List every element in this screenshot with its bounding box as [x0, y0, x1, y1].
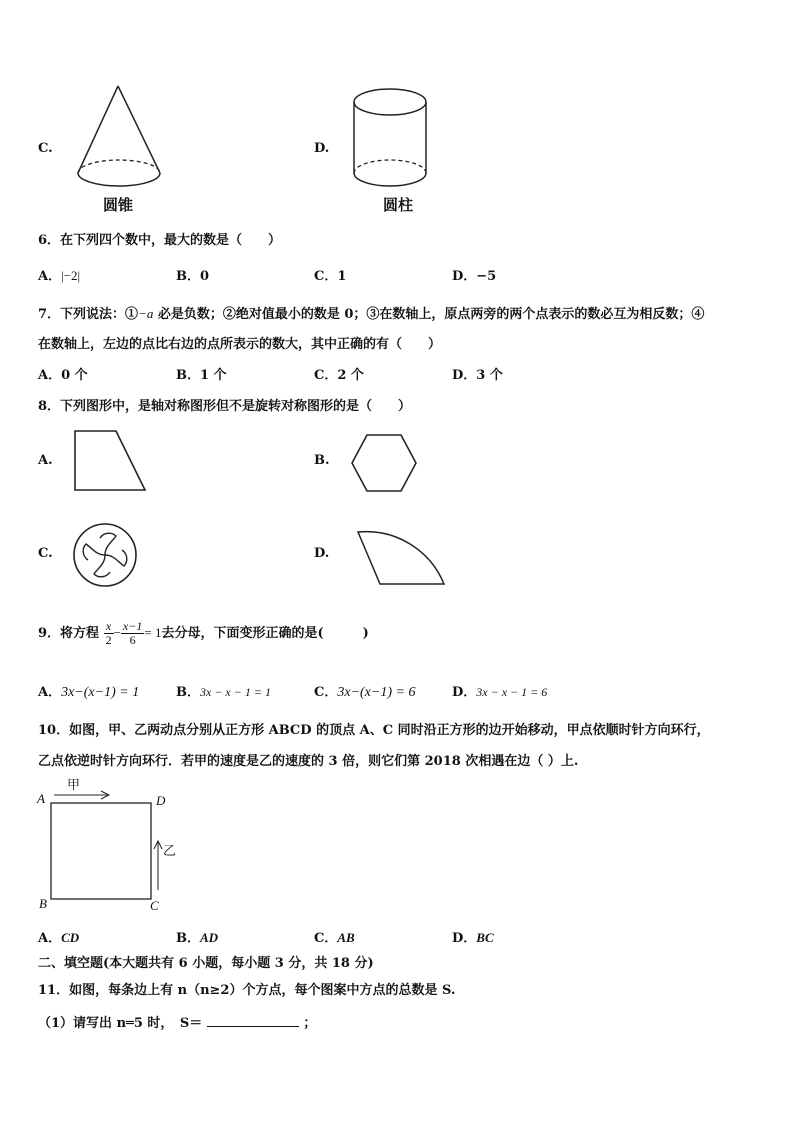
q9-fraction-1: [104, 620, 114, 647]
sector-figure: [354, 522, 448, 588]
q8-option-b-label: B.: [314, 453, 330, 468]
q9-option-b-expr: 3x − x − 1 = 1: [200, 685, 271, 699]
q9-stem-pre: 9．将方程: [38, 626, 100, 641]
q7-option-a: A．0 个: [38, 368, 88, 383]
cylinder-figure: [352, 86, 432, 191]
q10-option-d: [452, 927, 494, 946]
q7-option-c: C．2 个: [314, 368, 364, 383]
q10-option-d-label: D．: [452, 931, 477, 946]
q9-minus: −: [113, 625, 121, 640]
q9-option-c-expr: 3x−(x−1) = 6: [337, 685, 416, 700]
q10-option-b-label: B．: [176, 931, 200, 946]
q6-option-a: [38, 265, 80, 284]
q7-stem-line1: [38, 303, 704, 322]
q6-stem: 6．在下列四个数中，最大的数是（ ）: [38, 233, 282, 248]
q8-option-c-label: C.: [38, 546, 53, 561]
fig-vertex-c: C: [150, 898, 159, 913]
q8-option-a-label: A.: [38, 453, 53, 468]
q9-frac1-num: x: [104, 620, 114, 634]
q9-stem-post: 去分母，下面变形正确的是( ): [161, 626, 369, 641]
q9-option-b: [176, 681, 271, 700]
section-heading-fill-in: 二、填空题(本大题共有 6 小题，每小题 3 分，共 18 分): [38, 956, 374, 971]
q10-option-a-value: CD: [61, 930, 80, 945]
fig-vertex-d: D: [156, 793, 166, 808]
q11-stem: 11．如图，每条边上有 n（n≥2）个方点，每个图案中方点的总数是 S.: [38, 983, 456, 998]
pinwheel-circle-figure: [72, 522, 138, 588]
q7-stem-line2: 在数轴上，左边的点比右边的点所表示的数大，其中正确的有（ ）: [38, 337, 442, 352]
q9-frac1-den: 2: [105, 633, 112, 647]
q9-option-d: [452, 681, 547, 700]
q9-option-c-label: C．: [314, 685, 338, 700]
q10-option-a: [38, 927, 79, 946]
q9-equals: = 1: [144, 625, 162, 640]
q9-option-d-label: D．: [452, 685, 477, 700]
q6-option-a-value: |−2|: [61, 268, 81, 283]
q6-option-d: D．−5: [452, 269, 497, 284]
q5-option-c-label: C.: [38, 141, 53, 156]
q5-option-d-label: D.: [314, 141, 330, 156]
q10-stem-line1: 10．如图，甲、乙两动点分别从正方形 ABCD 的顶点 A、C 同时沿正方形的边开始移动，甲点依顺时针方向环行，: [38, 723, 710, 738]
hexagon-figure: [350, 433, 418, 493]
q10-option-c-value: AB: [337, 930, 355, 945]
q10-option-c-label: C．: [314, 931, 338, 946]
q9-option-a-expr: 3x−(x−1) = 1: [61, 685, 140, 700]
q9-stem: [38, 620, 369, 647]
q7-stem-math: −a: [138, 306, 154, 321]
q9-fraction-2: [121, 620, 144, 647]
q11-part1: [38, 1012, 316, 1031]
q10-option-b: [176, 927, 218, 946]
q10-option-d-value: BC: [476, 930, 494, 945]
q11-answer-blank[interactable]: [207, 1014, 299, 1027]
q10-option-b-value: AD: [200, 930, 219, 945]
q9-frac2-den: 6: [129, 633, 136, 647]
fig-vertex-b: B: [39, 896, 47, 911]
q9-option-a-label: A．: [38, 685, 62, 700]
cylinder-caption: 圆柱: [383, 196, 414, 214]
q8-option-d-label: D.: [314, 546, 330, 561]
fig-label-yi: 乙: [163, 844, 177, 859]
q7-option-b: B．1 个: [176, 368, 227, 383]
q8-stem: 8．下列图形中，是轴对称图形但不是旋转对称图形的是（ ）: [38, 399, 412, 414]
q10-option-c: [314, 927, 355, 946]
q6-option-a-label: A．: [38, 269, 62, 284]
q9-frac2-num: x−1: [122, 619, 143, 633]
fig-label-jia: 甲: [67, 778, 81, 793]
q6-option-b: B．0: [176, 269, 210, 284]
q10-option-a-label: A．: [38, 931, 62, 946]
q7-stem-post: 必是负数；②绝对值最小的数是 0；③在数轴上，原点两旁的两个点表示的数必互为相反数；④: [153, 307, 705, 322]
q9-option-b-label: B．: [176, 685, 200, 700]
q9-option-c: [314, 681, 415, 701]
cone-caption: 圆锥: [103, 196, 134, 214]
q6-option-c: C．1: [314, 269, 347, 284]
q9-option-d-expr: 3x − x − 1 = 6: [476, 685, 548, 699]
trapezoid-figure: [74, 430, 148, 492]
fig-vertex-a: A: [37, 791, 45, 806]
q11-part1-post: ；: [303, 1016, 317, 1031]
q7-option-d: D．3 个: [452, 368, 503, 383]
q7-stem-pre: 7．下列说法：①: [38, 307, 139, 322]
q10-stem-line2: 乙点依逆时针方向环行．若甲的速度是乙的速度的 3 倍，则它们第 2018 次相遇在边（ ）上.: [38, 754, 579, 769]
q9-option-a: [38, 681, 139, 701]
q11-part1-pre: （1）请写出 n═5 时， S＝: [38, 1016, 203, 1031]
